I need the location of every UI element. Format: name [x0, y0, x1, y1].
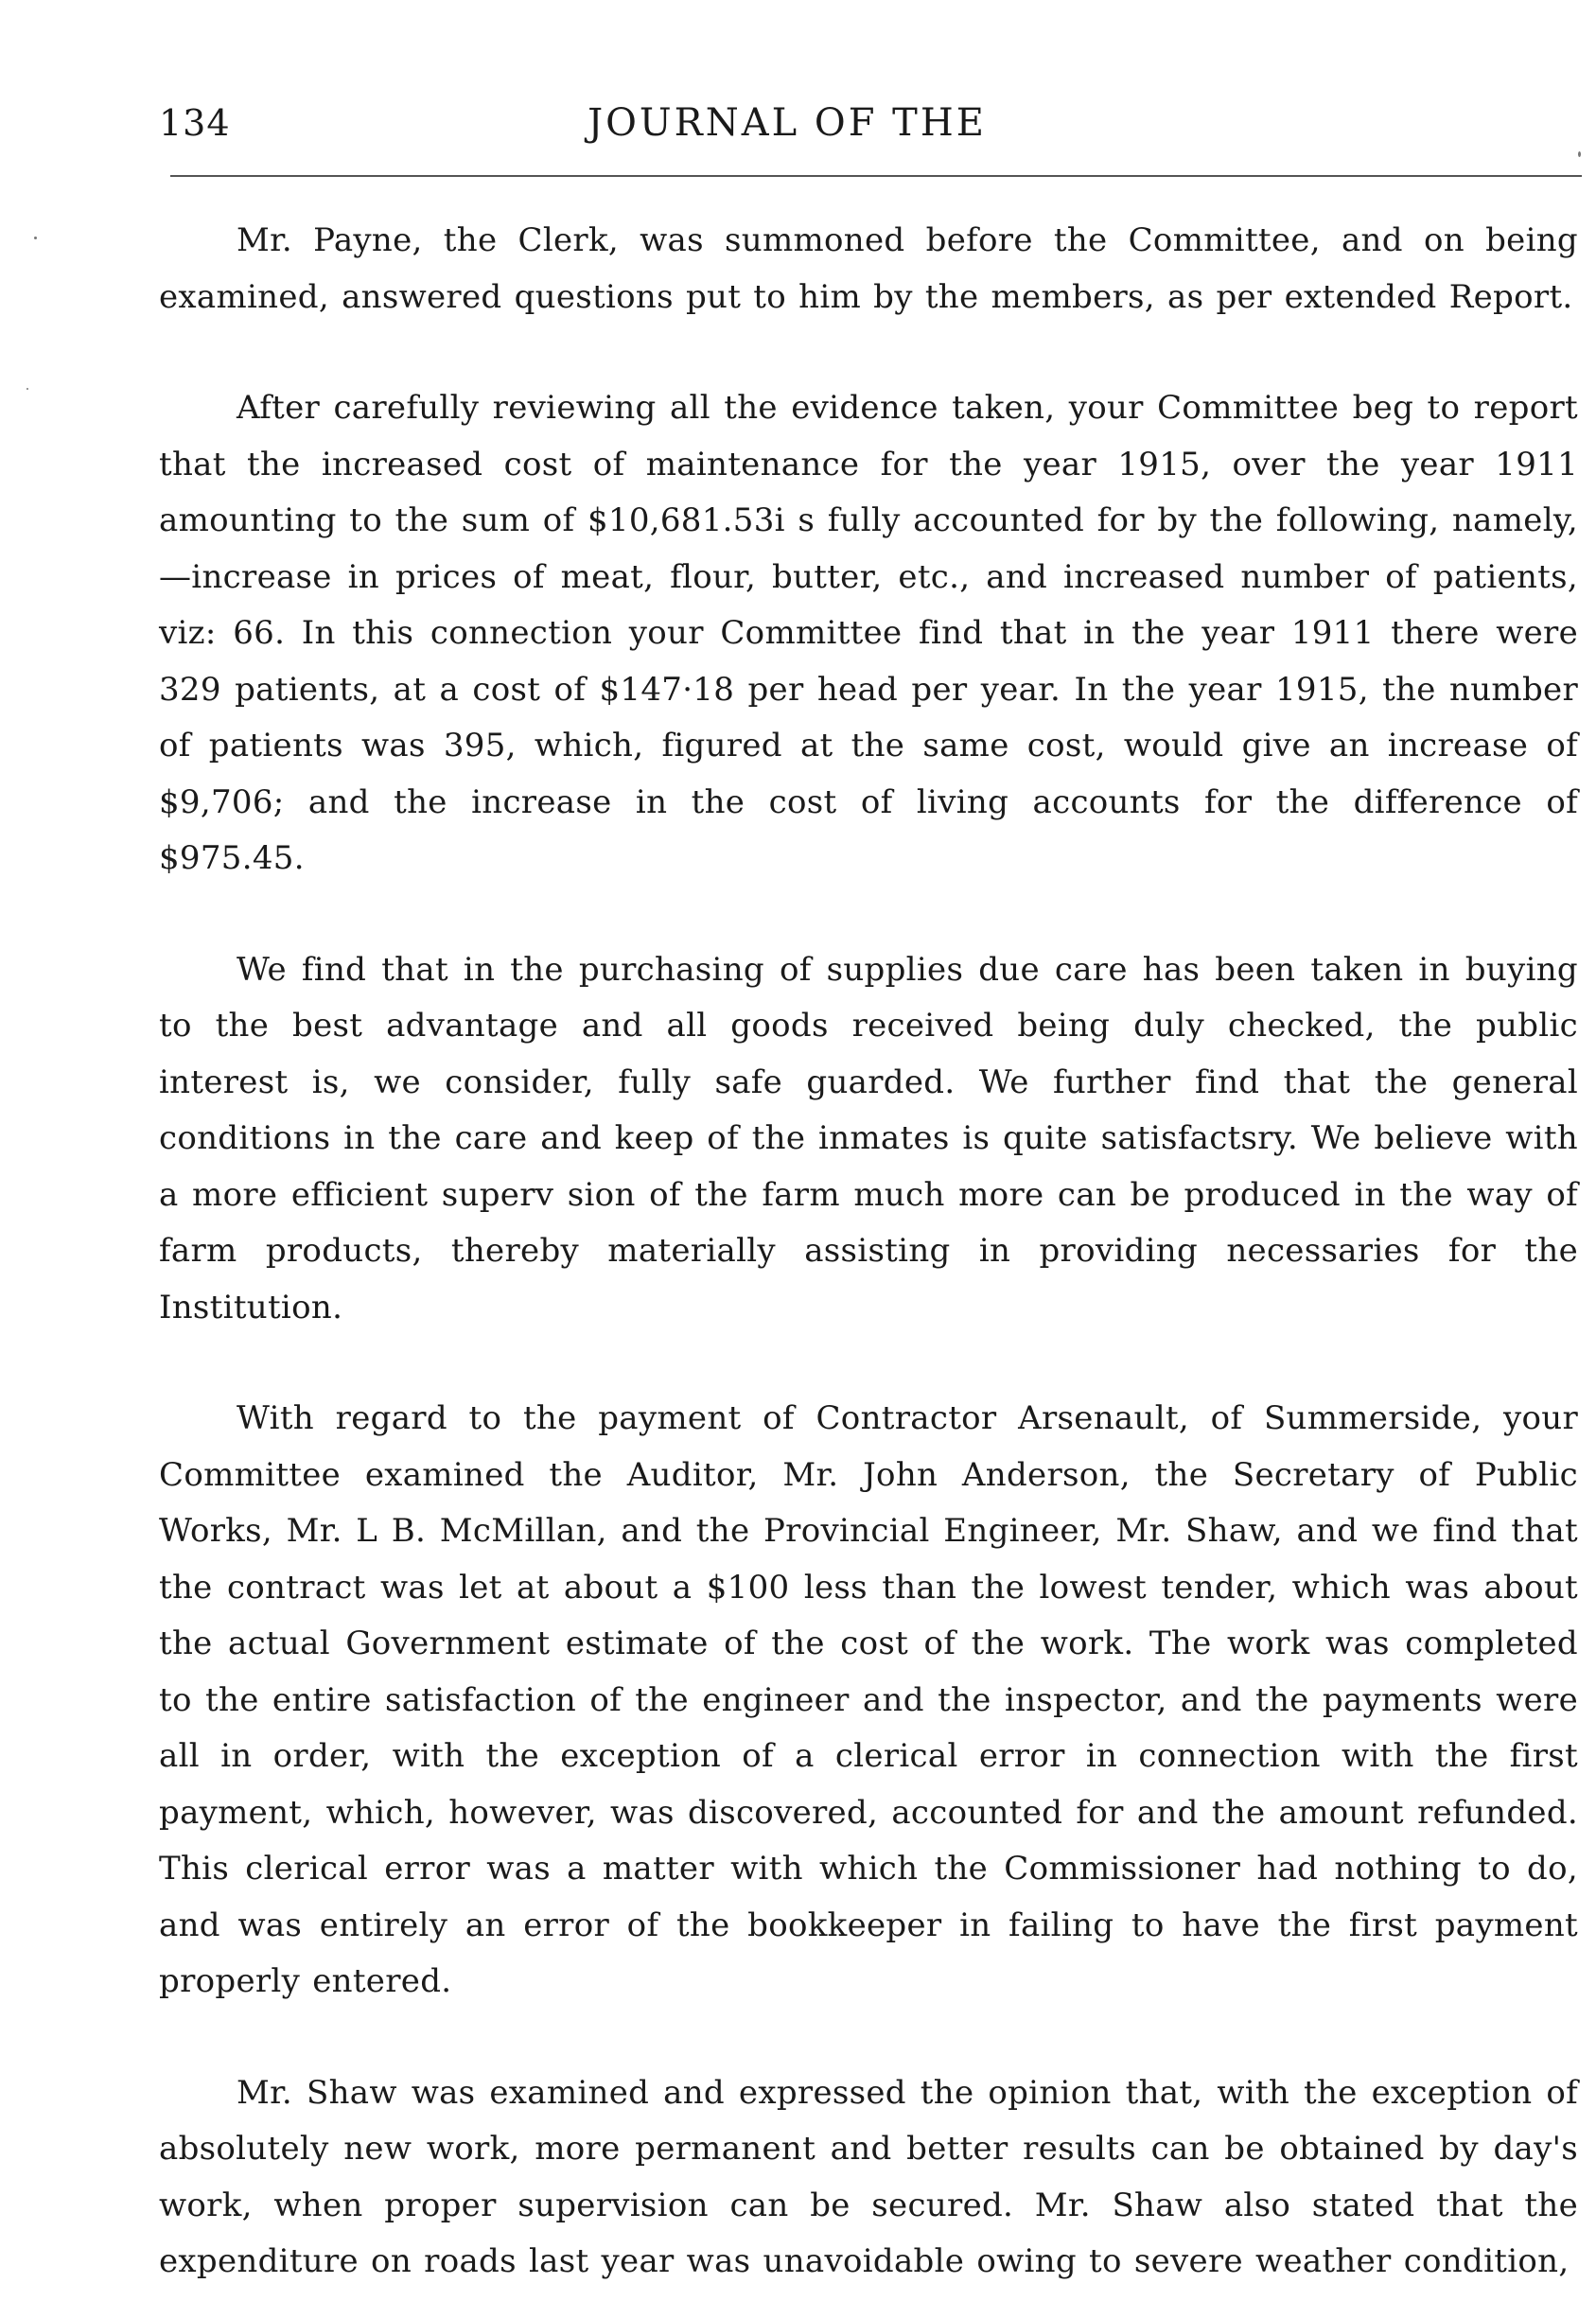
paragraph-maintenance-cost: After carefully reviewing all the evidence taken, your Committee beg to report that the increased cost of maintenance for the year 1915, over the year 1911 amounting to the sum of $10,681.53i s fully accounted for by the following, namely,—increase in prices of meat, flour, butter, etc., and increased number of patients, viz: 66. In this connection your Committee find that in the year 1911 there were 329 patients, at a cost of $147·18 per head per year. In the year 1915, the number of patients was 395, which, figured at the same cost, would give an increase of $9,706; and the increase in the cost of living accounts for the difference of $975.45. [159, 389, 1578, 877]
scan-speck [34, 237, 37, 239]
header-rule [170, 175, 1582, 177]
page-number: 134 [159, 102, 231, 144]
page-header [159, 95, 1578, 151]
paragraph-contractor-payment: With regard to the payment of Contractor Arsenault, of Summerside, your Committee examined the Auditor, Mr. John Anderson, the Secretary of Public Works, Mr. L B. McMillan, and the Provincial Engineer, Mr. Shaw, and we find that the contract was let at about a $100 less than the lowest tender, which was about the actual Government estimate of the cost of the work. The work was completed to the entire satisfaction of the engineer and the inspector, and the payments were all in order, with the exception of a clerical error in connection with the first payment, which, however, was discovered, accounted for and the amount refunded. This clerical error was a matter with which the Commissioner had nothing to do, and was entirely an error of the bookkeeper in failing to have the first payment properly entered. [159, 1399, 1578, 2000]
body-text [159, 213, 1578, 2291]
scan-speck [26, 388, 28, 390]
running-head: JOURNAL OF THE [588, 101, 987, 145]
paragraph-clerk-examined: Mr. Payne, the Clerk, was summoned before the Committee, and on being examined, answered questions put to him by the members, as per extended Report. [159, 221, 1578, 316]
paragraph-shaw-examined: Mr. Shaw was examined and expressed the opinion that, with the exception of absolutely new work, more permanent and better results can be obtained by day's work, when proper supervision can be secured. Mr. Shaw also stated that the expenditure on roads last year was unavoidable owing to severe weather condition, [159, 2073, 1578, 2280]
paragraph-supplies: We find that in the purchasing of supplies due care has been taken in buying to the best advantage and all goods received being duly checked, the public interest is, we consider, fully safe guarded. We further find that the general conditions in the care and keep of the inmates is quite satisfactsry. We believe with a more efficient superv sion of the farm much more can be produced in the way of farm products, thereby materially assisting in providing necessaries for the Institution. [159, 950, 1578, 1326]
scan-speck [1578, 151, 1581, 157]
